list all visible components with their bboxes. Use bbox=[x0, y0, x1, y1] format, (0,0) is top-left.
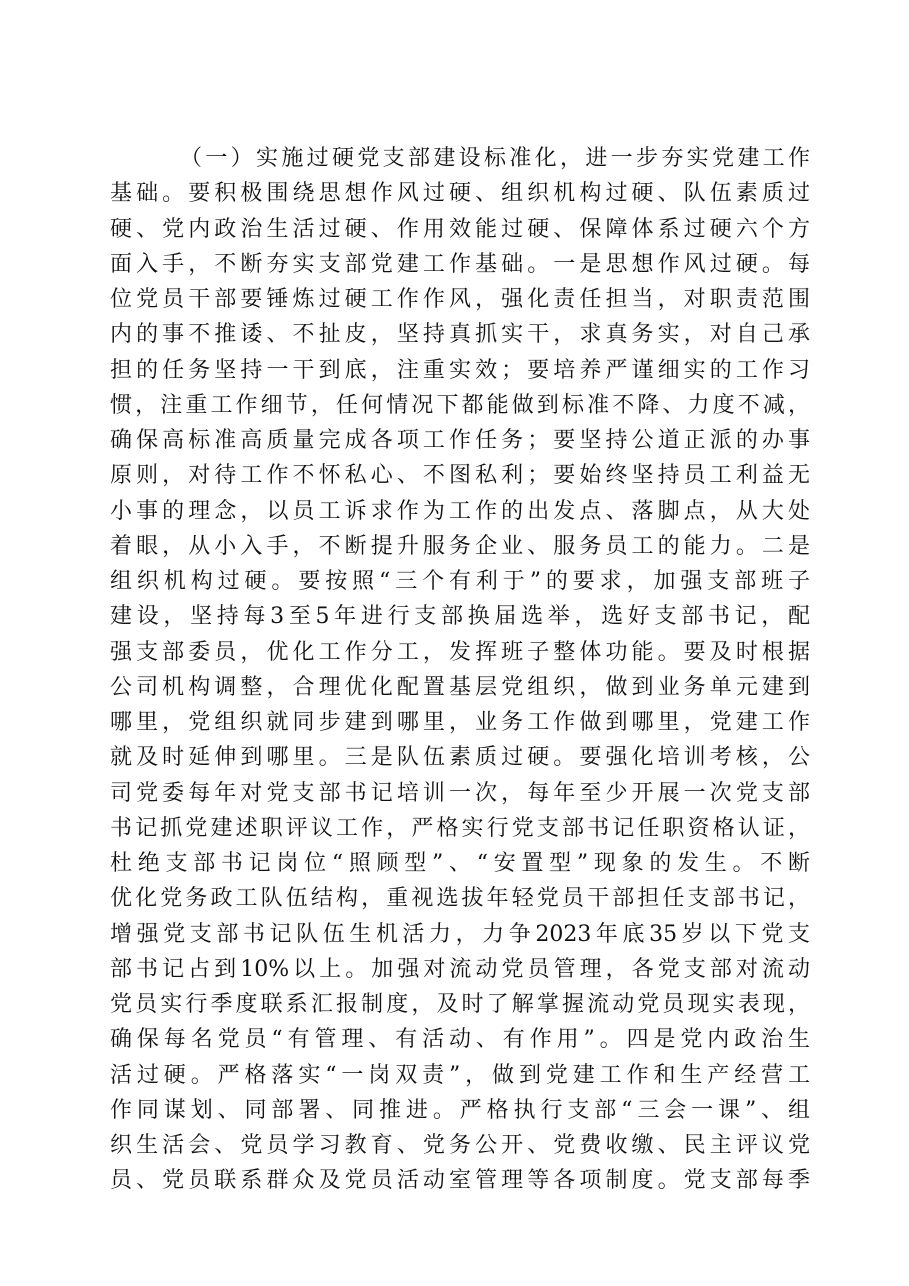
text-line: 杜绝支部书记岗位“照顾型”、“安置型”现象的发生。不断 bbox=[110, 851, 810, 876]
text-line: 公司机构调整，合理优化配置基层党组织，做到业务单元建到 bbox=[110, 674, 810, 700]
text-line: 员、党员联系群众及党员活动室管理等各项制度。党支部每季 bbox=[110, 1168, 810, 1194]
text-line: 确保每名党员“有管理、有活动、有作用”。四是党内政治生 bbox=[110, 1027, 810, 1053]
text-line: 哪里，党组织就同步建到哪里，业务工作做到哪里，党建工作 bbox=[110, 710, 810, 735]
text-line: 就及时延伸到哪里。三是队伍素质过硬。要强化培训考核，公 bbox=[110, 745, 810, 771]
text-line: 作同谋划、同部署、同推进。严格执行支部“三会一课”、组 bbox=[110, 1097, 810, 1123]
text-line: 活过硬。严格落实“一岗双责”，做到党建工作和生产经营工 bbox=[110, 1062, 810, 1088]
text-line: 内的事不推诿、不扯皮，坚持真抓实干，求真务实，对自己承 bbox=[110, 322, 810, 348]
text-line: 原则，对待工作不怀私心、不图私利；要始终坚持员工利益无 bbox=[110, 463, 810, 489]
text-line: 位党员干部要锤炼过硬工作作风，强化责任担当，对职责范围 bbox=[110, 287, 810, 312]
text-line: 担的任务坚持一干到底，注重实效；要培养严谨细实的工作习 bbox=[110, 357, 810, 383]
text-line: 书记抓党建述职评议工作，严格实行党支部书记任职资格认证， bbox=[110, 815, 810, 841]
text-line: 党员实行季度联系汇报制度，及时了解掌握流动党员现实表现， bbox=[110, 992, 810, 1017]
text-line: 硬、党内政治生活过硬、作用效能过硬、保障体系过硬六个方 bbox=[110, 216, 810, 242]
text-line: 部书记占到10%以上。加强对流动党员管理，各党支部对流动 bbox=[110, 956, 810, 982]
text-line: 小事的理念，以员工诉求作为工作的出发点、落脚点，从大处 bbox=[110, 498, 810, 524]
text-line: 确保高标准高质量完成各项工作任务；要坚持公道正派的办事 bbox=[110, 428, 810, 453]
text-line: 惯，注重工作细节，任何情况下都能做到标准不降、力度不减， bbox=[110, 392, 810, 418]
text-line: 组织机构过硬。要按照“三个有利于”的要求，加强支部班子 bbox=[110, 569, 810, 594]
text-line: （一）实施过硬党支部建设标准化，进一步夯实党建工作 bbox=[180, 146, 810, 171]
text-line: 司党委每年对党支部书记培训一次，每年至少开展一次党支部 bbox=[110, 780, 810, 806]
text-line: 优化党务政工队伍结构，重视选拔年轻党员干部担任支部书记， bbox=[110, 886, 810, 912]
text-line: 基础。要积极围绕思想作风过硬、组织机构过硬、队伍素质过 bbox=[110, 181, 810, 207]
text-line: 织生活会、党员学习教育、党务公开、党费收缴、民主评议党 bbox=[110, 1133, 810, 1158]
text-line: 强支部委员，优化工作分工，发挥班子整体功能。要及时根据 bbox=[110, 639, 810, 665]
text-line: 着眼，从小入手，不断提升服务企业、服务员工的能力。二是 bbox=[110, 533, 810, 559]
text-line: 增强党支部书记队伍生机活力，力争2023年底35岁以下党支 bbox=[110, 921, 810, 947]
text-line: 面入手，不断夯实支部党建工作基础。一是思想作风过硬。每 bbox=[110, 251, 810, 277]
body-paragraph bbox=[110, 141, 810, 1199]
text-line: 建设，坚持每3至5年进行支部换届选举，选好支部书记，配 bbox=[110, 604, 810, 630]
